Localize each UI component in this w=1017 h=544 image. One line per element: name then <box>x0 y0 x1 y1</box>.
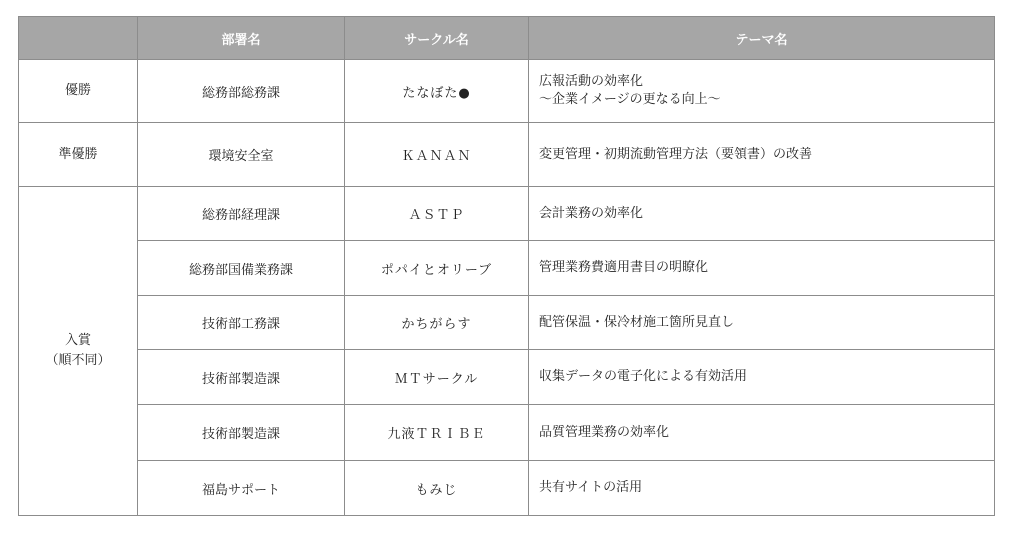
table-body <box>19 60 995 516</box>
award-winner: 優勝 <box>19 60 138 123</box>
award-entry-label: 入賞 <box>64 333 91 348</box>
header-row <box>19 17 995 60</box>
circle-cell: たなぼた● <box>345 60 529 123</box>
table-row <box>19 60 995 123</box>
award-entry <box>19 187 138 516</box>
table-row <box>19 123 995 187</box>
theme-cell: 管理業務費適用書目の明瞭化 <box>529 241 995 296</box>
department-cell: 技術部製造課 <box>138 405 345 461</box>
department-cell: 福島サポート <box>138 461 345 516</box>
circle-cell: ポパイとオリーブ <box>345 241 529 296</box>
theme-cell: 配管保温・保冷材施工箇所見直し <box>529 296 995 350</box>
award-results-table <box>18 16 995 516</box>
table-row <box>19 296 995 350</box>
table-row <box>19 187 995 241</box>
table-row <box>19 241 995 296</box>
department-cell: 総務部総務課 <box>138 60 345 123</box>
circle-cell: ＫＡＮＡＮ <box>345 123 529 187</box>
theme-line: 広報活動の効率化 <box>539 74 644 89</box>
award-runner-up: 準優勝 <box>19 123 138 187</box>
department-cell: 総務部経理課 <box>138 187 345 241</box>
table-row <box>19 350 995 405</box>
theme-cell: 品質管理業務の効率化 <box>529 405 995 461</box>
header-theme: テーマ名 <box>529 17 995 60</box>
department-cell: 総務部国備業務課 <box>138 241 345 296</box>
table-row <box>19 461 995 516</box>
award-entry-note: （順不同） <box>45 353 111 368</box>
table-header <box>19 17 995 60</box>
circle-cell: 九液ＴＲＩＢＥ <box>345 405 529 461</box>
theme-cell: 共有サイトの活用 <box>529 461 995 516</box>
circle-cell: ＡＳＴＰ <box>345 187 529 241</box>
theme-cell <box>529 60 995 123</box>
header-department: 部署名 <box>138 17 345 60</box>
theme-subline: ～企業イメージの更なる向上～ <box>539 92 721 107</box>
department-cell: 環境安全室 <box>138 123 345 187</box>
header-award <box>19 17 138 60</box>
header-circle: サークル名 <box>345 17 529 60</box>
theme-cell: 収集データの電子化による有効活用 <box>529 350 995 405</box>
circle-cell: もみじ <box>345 461 529 516</box>
table-row <box>19 405 995 461</box>
theme-cell: 会計業務の効率化 <box>529 187 995 241</box>
circle-cell: かちがらす <box>345 296 529 350</box>
department-cell: 技術部工務課 <box>138 296 345 350</box>
theme-cell: 変更管理・初期流動管理方法（要領書）の改善 <box>529 123 995 187</box>
department-cell: 技術部製造課 <box>138 350 345 405</box>
circle-cell: ＭＴサークル <box>345 350 529 405</box>
